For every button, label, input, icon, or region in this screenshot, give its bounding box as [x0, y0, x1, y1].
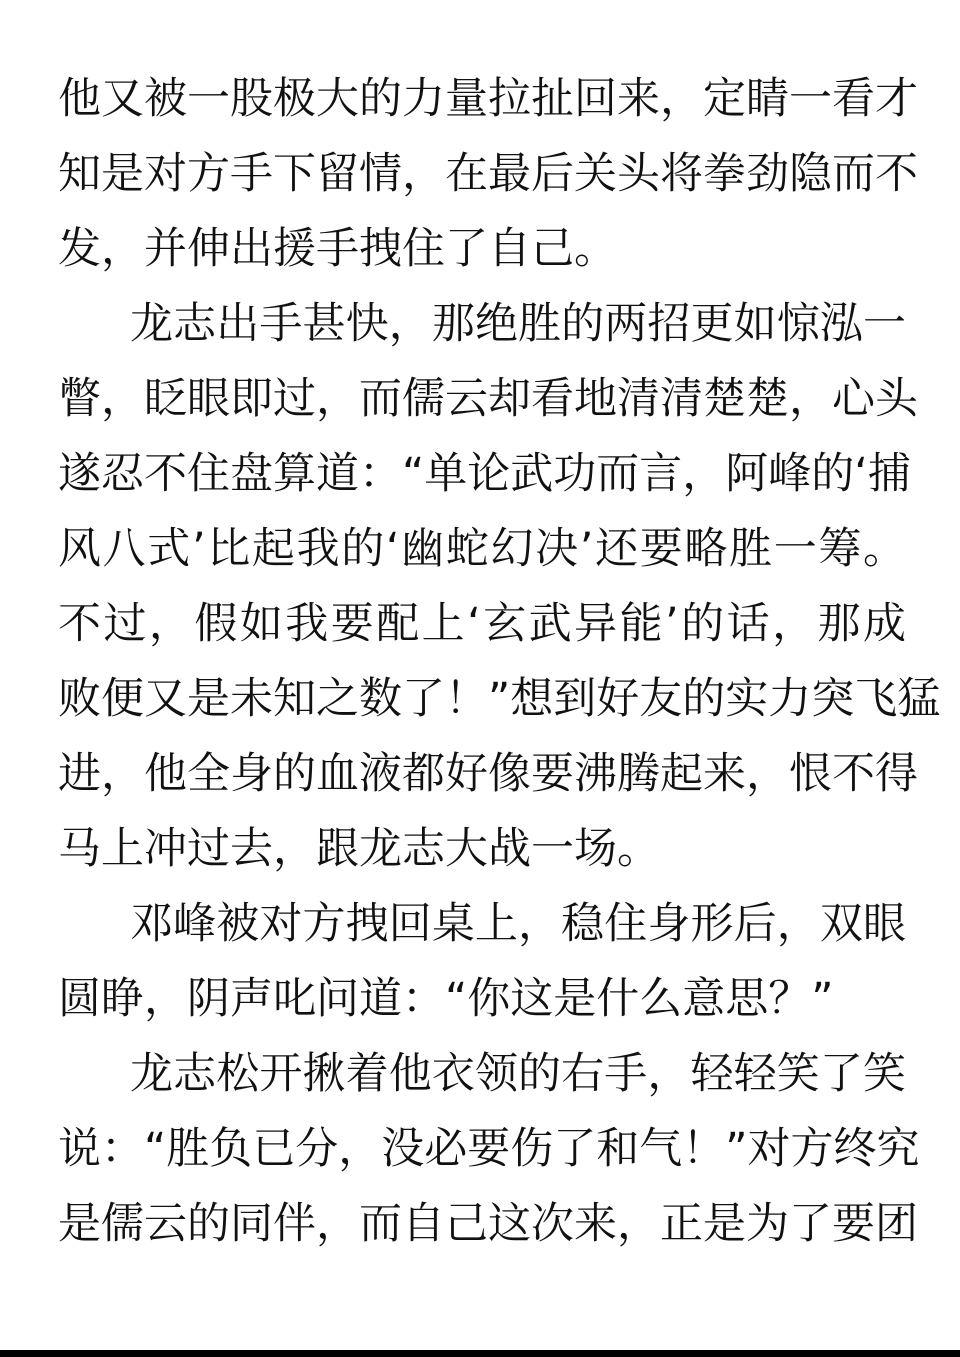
text-line: 说：“胜负已分，没必要伤了和气！”对方终究	[58, 1124, 920, 1174]
paragraph-start-line: 龙志松开揪着他衣领的右手，轻轻笑了笑	[130, 1049, 906, 1099]
text-line: 不过，假如我要配上‘玄武异能’的话，那成	[58, 599, 906, 649]
text-line: 马上冲过去，跟龙志大战一场。	[58, 824, 660, 874]
text-line: 知是对方手下留情，在最后关头将拳劲隐而不	[58, 149, 918, 199]
text-line: 风八式’比起我的‘幽蛇幻决’还要略胜一筹。	[58, 524, 906, 574]
paragraph-start-line: 龙志出手甚快，那绝胜的两招更如惊泓一	[130, 299, 906, 349]
text-line: 是儒云的同伴，而自己这次来，正是为了要团	[58, 1199, 918, 1249]
body-text	[58, 62, 941, 1262]
paragraph-start-line: 邓峰被对方拽回桌上，稳住身形后，双眼	[130, 899, 906, 949]
text-line: 圆睁，阴声叱问道：“你这是什么意思？”	[58, 974, 834, 1024]
text-line: 发，并伸出援手拽住了自己。	[58, 224, 617, 274]
bottom-edge-bar	[0, 1350, 960, 1357]
text-line: 进，他全身的血液都好像要沸腾起来，恨不得	[58, 749, 918, 799]
text-line: 他又被一股极大的力量拉扯回来，定睛一看才	[58, 74, 918, 124]
text-line: 瞥，眨眼即过，而儒云却看地清清楚楚，心头	[58, 374, 918, 424]
text-line: 遂忍不住盘算道：“单论武功而言，阿峰的‘捕	[58, 449, 911, 499]
text-line: 败便又是未知之数了！”想到好友的实力突飞猛	[58, 674, 941, 724]
